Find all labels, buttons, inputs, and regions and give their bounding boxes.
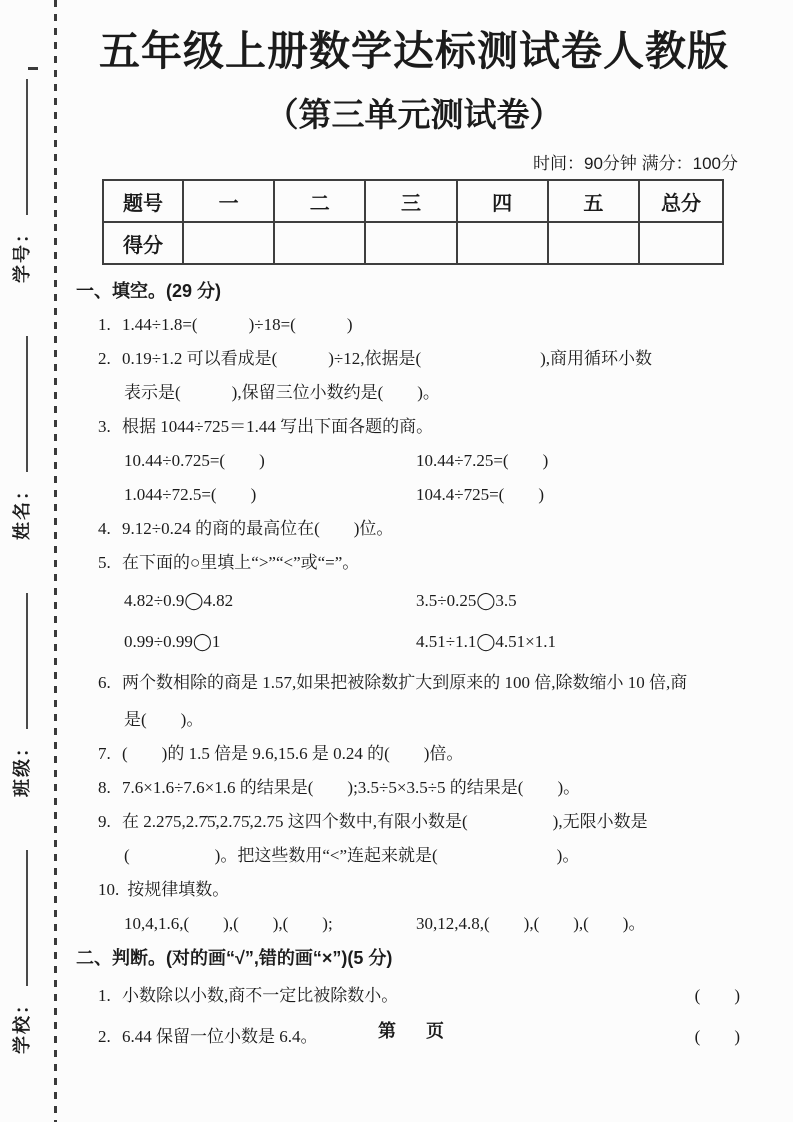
question-text: 10.44÷0.725=( ) (124, 451, 265, 471)
question-3-line-2 (76, 444, 752, 478)
exam-info: 时间：90分钟 满分：100分 (533, 154, 738, 174)
question-text: 在 2.275,2.7̇5̇,2.75̇,2.75 这四个数中,有限小数是( ),无限小数是 (122, 812, 648, 832)
paper-content (76, 0, 752, 1057)
score-cell (457, 222, 548, 264)
question-3 (76, 410, 752, 444)
question-text: 30,12,4.8,( ),( ),( )。 (416, 914, 646, 934)
question-6-line-2 (76, 703, 752, 737)
score-cell (365, 222, 456, 264)
question-1 (76, 308, 752, 342)
question-5 (76, 546, 752, 580)
student-number-blank-line (12, 79, 28, 215)
score-table (102, 179, 724, 265)
score-table-score-row (103, 222, 723, 264)
question-text: 1.044÷72.5=( ) (124, 485, 257, 505)
class-blank-line (12, 593, 28, 729)
question-9-line-2 (76, 839, 752, 873)
question-text: 7.6×1.6÷7.6×1.6 的结果是( );3.5÷5×3.5÷5 的结果是( )。 (122, 778, 581, 798)
question-number: 3. (98, 417, 111, 437)
question-number: 5. (98, 553, 111, 573)
score-row-label: 得分 (103, 222, 183, 264)
score-cell (548, 222, 639, 264)
score-cell (639, 222, 723, 264)
student-info-strip (8, 0, 42, 1122)
judge-question-1 (76, 975, 752, 1016)
question-text: 小数除以小数,商不一定比被除数小。 (122, 986, 399, 1006)
score-header-4: 四 (457, 180, 548, 222)
sidebar-field-name (8, 336, 34, 540)
question-9 (76, 805, 752, 839)
student-number-label: 学号： (12, 222, 32, 283)
seal-dashed-line (54, 0, 57, 1122)
question-text: 104.4÷725=( ) (416, 485, 544, 505)
question-text: 根据 1044÷725＝1.44 写出下面各题的商。 (122, 417, 434, 437)
sidebar-field-student-number (8, 79, 34, 283)
question-text: 10.44÷7.25=( ) (416, 451, 549, 471)
question-text: 10,4,1.6,( ),( ),( ); (124, 914, 333, 934)
question-text: 0.19÷1.2 可以看成是( )÷12,依据是( ),商用循环小数 (122, 349, 653, 369)
question-10-line-2 (76, 907, 752, 941)
score-header-tihao: 题号 (103, 180, 183, 222)
question-text: 4.82÷0.9◯4.82 (124, 591, 234, 611)
class-label: 班级： (12, 736, 32, 797)
answer-blank: ( ) (694, 1027, 740, 1047)
question-text: 是( )。 (124, 710, 204, 730)
question-text: 按规律填数。 (127, 880, 230, 900)
question-number: 7. (98, 744, 111, 764)
score-cell (183, 222, 274, 264)
question-number: 8. (98, 778, 111, 798)
question-text: 6.44 保留一位小数是 6.4。 (122, 1027, 318, 1047)
score-header-5: 五 (548, 180, 639, 222)
question-text: ( )的 1.5 倍是 9.6,15.6 是 0.24 的( )倍。 (122, 744, 464, 764)
question-text: 3.5÷0.25◯3.5 (416, 591, 517, 611)
question-number: 10. (98, 880, 120, 900)
sidebar-field-school (8, 850, 34, 1054)
question-2 (76, 342, 752, 376)
question-text: 0.99÷0.99◯1 (124, 632, 221, 652)
question-number: 2. (98, 1027, 111, 1047)
question-10 (76, 873, 752, 907)
question-number: 1. (98, 986, 111, 1006)
score-cell (274, 222, 365, 264)
score-header-3: 三 (365, 180, 456, 222)
score-header-total: 总分 (639, 180, 723, 222)
question-number: 9. (98, 812, 111, 832)
question-text: 在下面的○里填上“>”“<”或“=”。 (122, 553, 360, 573)
question-number: 2. (98, 349, 111, 369)
question-text: 4.51÷1.1◯4.51×1.1 (416, 632, 556, 652)
question-number: 1. (98, 315, 111, 335)
sidebar-field-class (8, 593, 34, 797)
score-table-header-row (103, 180, 723, 222)
question-text: 表示是( ),保留三位小数约是( )。 (124, 383, 440, 403)
score-header-2: 二 (274, 180, 365, 222)
page-subtitle: （第三单元测试卷） (265, 96, 563, 134)
school-label: 学校： (12, 994, 32, 1054)
name-label: 姓名： (12, 479, 32, 540)
question-6 (76, 662, 752, 703)
question-number: 4. (98, 519, 111, 539)
section-1-heading: 一、填空。(29 分) (76, 281, 222, 302)
footer-page-label: 第 页 (378, 1021, 450, 1042)
question-text: 1.44÷1.8=( )÷18=( ) (122, 315, 353, 335)
question-text: ( )。把这些数用“<”连起来就是( )。 (124, 846, 580, 866)
answer-blank: ( ) (694, 986, 740, 1006)
section-2-heading: 二、判断。(对的画“√”,错的画“×”)(5 分) (76, 948, 393, 969)
question-7 (76, 737, 752, 771)
question-8 (76, 771, 752, 805)
question-5-line-3 (76, 621, 752, 662)
page-title: 五年级上册数学达标测试卷人教版 (99, 28, 729, 74)
question-5-line-2 (76, 580, 752, 621)
question-2-line-2 (76, 376, 752, 410)
question-4 (76, 512, 752, 546)
question-3-line-3 (76, 478, 752, 512)
question-text: 两个数相除的商是 1.57,如果把被除数扩大到原来的 100 倍,除数缩小 10 倍,商 (122, 673, 688, 693)
score-header-1: 一 (183, 180, 274, 222)
name-blank-line (12, 336, 28, 472)
question-text: 9.12÷0.24 的商的最高位在( )位。 (122, 519, 394, 539)
school-blank-line (12, 850, 28, 986)
question-number: 6. (98, 673, 111, 693)
